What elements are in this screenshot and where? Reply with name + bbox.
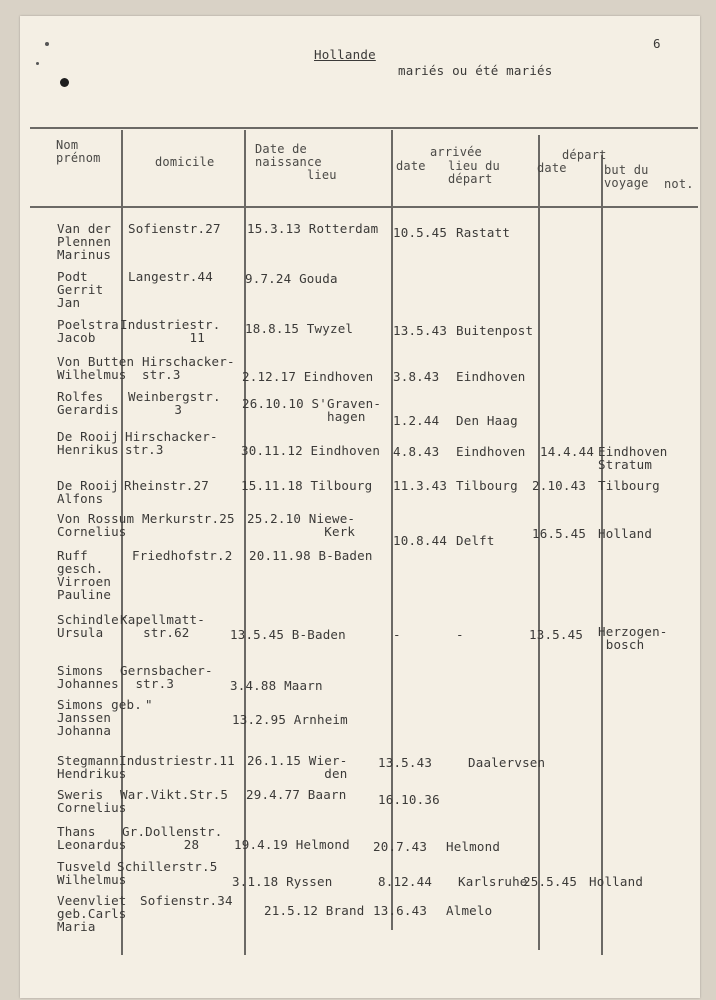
- cell-domicile: Kapellmatt- str.62: [120, 612, 205, 640]
- cell-domicile: Friedhofstr.2: [132, 548, 233, 563]
- header-depart-date: date: [537, 161, 567, 175]
- cell-domicile: Weinbergstr. 3: [128, 389, 221, 417]
- cell-arr-date: 10.8.44: [393, 533, 448, 548]
- cell-arr-date: 13.5.43: [393, 323, 448, 338]
- speck-mark: [45, 42, 49, 46]
- cell-nom: De Rooij Henrikus: [57, 429, 119, 457]
- col-rule-4: [538, 135, 540, 950]
- cell-domicile: Schillerstr.5: [117, 859, 218, 874]
- cell-nom: Veenvliet geb.Carls Maria: [57, 893, 127, 934]
- cell-arr-lieu: Delft: [456, 533, 495, 548]
- cell-domicile: Hirschacker- str.3: [125, 429, 218, 457]
- cell-naissance: 3.1.18 Ryssen: [232, 874, 333, 889]
- cell-dep-date: 14.4.44: [540, 444, 595, 459]
- cell-naissance: 21.5.12 Brand: [264, 903, 365, 918]
- cell-domicile: War.Vikt.Str.5: [120, 787, 229, 802]
- header-arrivee-sub: date lieu du départ: [396, 159, 500, 186]
- header-depart: départ: [562, 148, 607, 162]
- cell-arr-date: 13.5.43: [378, 755, 433, 770]
- page-title: Hollande: [314, 47, 376, 62]
- cell-nom: Van der Plennen Marinus: [57, 221, 112, 262]
- cell-arr-date: 1.2.44: [393, 413, 440, 428]
- col-rule-3: [391, 130, 393, 930]
- cell-domicile: Industriestr.11: [119, 753, 235, 768]
- header-top-rule: [30, 127, 698, 129]
- cell-nom: Von Rossum Cornelius: [57, 511, 135, 539]
- cell-arr-lieu: Daalervsen: [468, 755, 546, 770]
- cell-arr-lieu: Karlsruhe: [458, 874, 528, 889]
- cell-arr-date: -: [393, 627, 401, 642]
- cell-arr-lieu: Helmond: [446, 839, 501, 854]
- cell-naissance: 2.12.17 Eindhoven: [242, 369, 374, 384]
- cell-naissance: 15.11.18 Tilbourg: [241, 478, 373, 493]
- cell-nom: Schindler Ursula: [57, 612, 127, 640]
- cell-nom: Podt Gerrit Jan: [57, 269, 104, 310]
- cell-domicile: Industriestr. 11: [120, 317, 221, 345]
- cell-nom: Sweris Cornelius: [57, 787, 127, 815]
- cell-domicile: Hirschacker- str.3: [142, 354, 235, 382]
- cell-arr-lieu: Eindhoven: [456, 369, 526, 384]
- page-number: 6: [653, 36, 661, 51]
- cell-nom: Stegmann Hendrikus: [57, 753, 127, 781]
- cell-naissance: 9.7.24 Gouda: [245, 271, 338, 286]
- cell-domicile: Rheinstr.27: [124, 478, 209, 493]
- cell-domicile: Gernsbacher- str.3: [120, 663, 213, 691]
- cell-naissance: 29.4.77 Baarn: [246, 787, 347, 802]
- cell-but: Eindhoven Stratum: [598, 444, 668, 472]
- speck-mark: [36, 62, 39, 65]
- cell-arr-lieu: Den Haag: [456, 413, 518, 428]
- cell-nom: Poelstra Jacob: [57, 317, 119, 345]
- cell-arr-lieu: Eindhoven: [456, 444, 526, 459]
- cell-nom: Ruff gesch. Virroen Pauline: [57, 548, 112, 602]
- cell-nom: De Rooij Alfons: [57, 478, 119, 506]
- cell-nom: Tusveld Wilhelmus: [57, 859, 127, 887]
- cell-nom: Simons Johannes: [57, 663, 119, 691]
- cell-arr-date: 13.6.43: [373, 903, 428, 918]
- cell-dep-date: 16.5.45: [532, 526, 587, 541]
- cell-domicile: ": [145, 697, 153, 712]
- cell-naissance: 20.11.98 B-Baden: [249, 548, 373, 563]
- cell-arr-date: 4.8.43: [393, 444, 440, 459]
- header-not: not.: [664, 177, 694, 191]
- header-date-naissance: Date de naissance lieu: [255, 142, 337, 182]
- cell-arr-lieu: Rastatt: [456, 225, 511, 240]
- cell-arr-date: 20.7.43: [373, 839, 428, 854]
- cell-dep-date: 2.10.43: [532, 478, 587, 493]
- cell-domicile: Sofienstr.34: [140, 893, 233, 908]
- cell-arr-lieu: Buitenpost: [456, 323, 534, 338]
- cell-naissance: 25.2.10 Niewe- Kerk: [247, 511, 356, 539]
- cell-naissance: 18.8.15 Twyzel: [245, 321, 354, 336]
- page-subtitle: mariés ou été mariés: [398, 63, 553, 78]
- cell-arr-lieu: Tilbourg: [456, 478, 518, 493]
- cell-naissance: 19.4.19 Helmond: [234, 837, 350, 852]
- cell-nom: Simons geb. Janssen Johanna: [57, 697, 142, 738]
- col-rule-2: [244, 130, 246, 955]
- cell-nom: Von Butten Wilhelmus: [57, 354, 135, 382]
- header-domicile: domicile: [155, 155, 215, 169]
- col-rule-5: [601, 155, 603, 955]
- cell-arr-lieu: Almelo: [446, 903, 493, 918]
- cell-nom: Thans Leonardus: [57, 824, 127, 852]
- cell-dep-date: 25.5.45: [523, 874, 578, 889]
- header-arrivee: arrivée: [430, 145, 482, 159]
- cell-arr-lieu: -: [456, 627, 464, 642]
- cell-but: Tilbourg: [598, 478, 660, 493]
- cell-naissance: 26.1.15 Wier- den: [247, 753, 348, 781]
- cell-arr-date: 11.3.43: [393, 478, 448, 493]
- cell-but: Holland: [589, 874, 644, 889]
- cell-naissance: 30.11.12 Eindhoven: [241, 443, 381, 458]
- cell-but: Holland: [598, 526, 653, 541]
- cell-naissance: 13.2.95 Arnheim: [232, 712, 348, 727]
- cell-naissance: 26.10.10 S'Graven- hagen: [242, 396, 382, 424]
- header-nom-prenom: Nom prénom: [56, 138, 101, 165]
- cell-domicile: Langestr.44: [128, 269, 213, 284]
- cell-naissance: 3.4.88 Maarn: [230, 678, 323, 693]
- cell-nom: Rolfes Gerardis: [57, 389, 119, 417]
- cell-naissance: 13.5.45 B-Baden: [230, 627, 346, 642]
- cell-arr-date: 10.5.45: [393, 225, 448, 240]
- header-but-voyage: but du voyage: [604, 163, 649, 190]
- cell-dep-date: 13.5.45: [529, 627, 584, 642]
- header-bottom-rule: [30, 206, 698, 208]
- cell-arr-date: 3.8.43: [393, 369, 440, 384]
- cell-domicile: Sofienstr.27: [128, 221, 221, 236]
- cell-naissance: 15.3.13 Rotterdam: [247, 221, 379, 236]
- cell-arr-date: 8.12.44: [378, 874, 433, 889]
- cell-but: Herzogen- bosch: [598, 624, 668, 652]
- cell-arr-date: 16.10.36: [378, 792, 440, 807]
- punch-hole-dot: [60, 78, 69, 87]
- cell-domicile: Merkurstr.25: [142, 511, 235, 526]
- cell-domicile: Gr.Dollenstr. 28: [122, 824, 223, 852]
